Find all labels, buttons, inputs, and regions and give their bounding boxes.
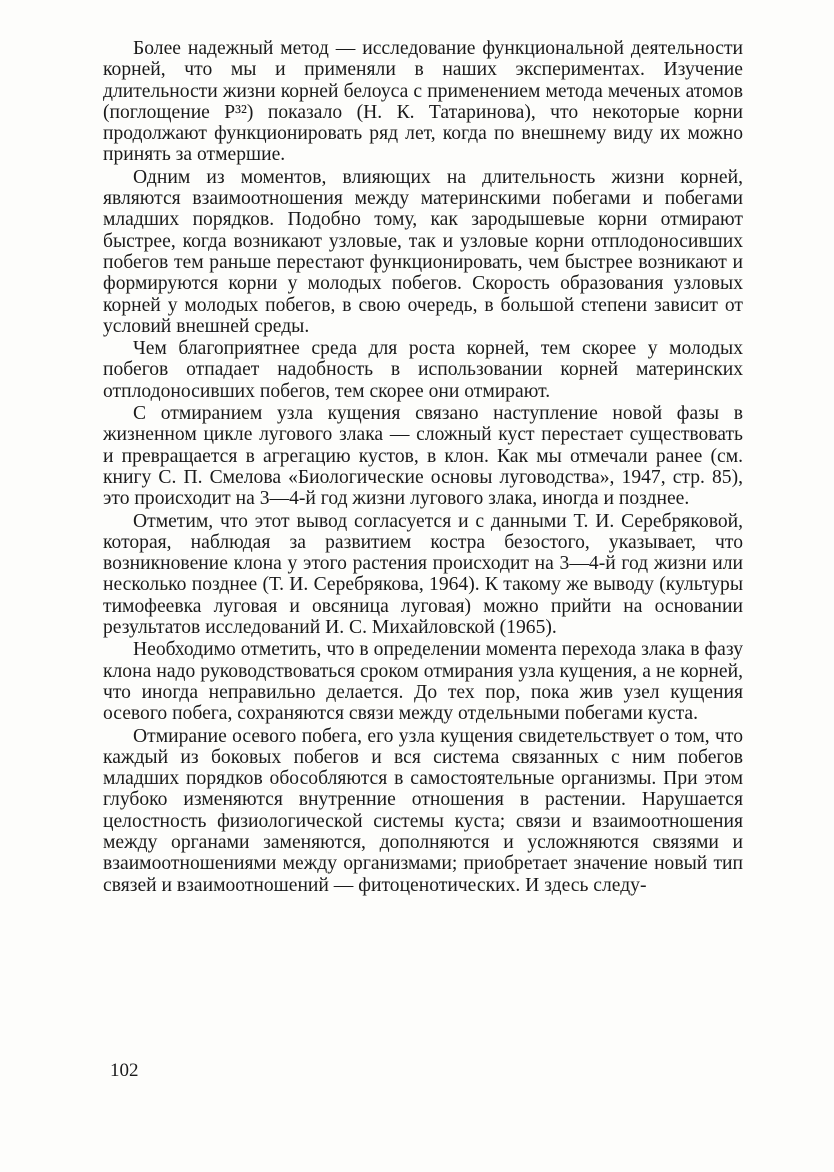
body-text — [103, 38, 743, 896]
paragraph-7: Отмирание осевого побега, его узла кущения свидетельствует о том, что каждый из боковых побегов и вся система связанных с ним побегов младших порядков обособляются в самостоятельные организмы. При этом глубоко изменяются внутренние отношения в растении. Нарушается целостность физиологической системы куста; связи и взаимоотношения между органами заменяются, дополняются и усложняются связями и взаимоотношениями между организмами; приобретает значение новый тип связей и взаимоотношений — фитоценотических. И здесь следу- — [103, 725, 743, 896]
paragraph-6: Необходимо отметить, что в определении момента перехода злака в фазу клона надо руководствоваться сроком отмирания узла кущения, а не корней, что иногда неправильно делается. До тех пор, пока жив узел кущения осевого побега, сохраняются связи между отдельными побегами куста. — [103, 639, 743, 725]
paragraph-2: Одним из моментов, влияющих на длительность жизни корней, являются взаимоотношения между материнскими побегами и побегами младших порядков. Подобно тому, как зародышевые корни отмирают быстрее, когда возникают узловые, так и узловые корни отплодоносивших побегов тем раньше перестают функционировать, чем быстрее возникают и формируются корни у молодых побегов. Скорость образования узловых корней у молодых побегов, в свою очередь, в большой степени зависит от условий внешней среды. — [103, 166, 743, 337]
paragraph-5: Отметим, что этот вывод согласуется и с данными Т. И. Серебряковой, которая, наблюдая за развитием костра безостого, указывает, что возникновение клона у этого растения происходит на 3—4-й год жизни или несколько позднее (Т. И. Серебрякова, 1964). К такому же выводу (культуры тимофеевка луговая и овсяница луговая) можно прийти на основании результатов исследований И. С. Михайловской (1965). — [103, 510, 743, 639]
paragraph-4: С отмиранием узла кущения связано наступление новой фазы в жизненном цикле лугового злака — сложный куст перестает существовать и превращается в агрегацию кустов, в клон. Как мы отмечали ранее (см. книгу С. П. Смелова «Биологические основы луговодства», 1947, стр. 85), это происходит на 3—4-й год жизни лугового злака, иногда и позднее. — [103, 403, 743, 510]
paragraph-1: Более надежный метод — исследование функциональной деятельности корней, что мы и применяли в наших экспериментах. Изучение длительности жизни корней белоуса с применением метода меченых атомов (поглощение Р³²) показало (Н. К. Татаринова), что некоторые корни продолжают функционировать ряд лет, когда по внешнему виду их можно принять за отмершие. — [103, 38, 743, 166]
paragraph-3: Чем благоприятнее среда для роста корней, тем скорее у молодых побегов отпадает надобность в использовании корней материнских отплодоносивших побегов, тем скорее они отмирают. — [103, 338, 743, 402]
page-number: 102 — [110, 1060, 139, 1081]
